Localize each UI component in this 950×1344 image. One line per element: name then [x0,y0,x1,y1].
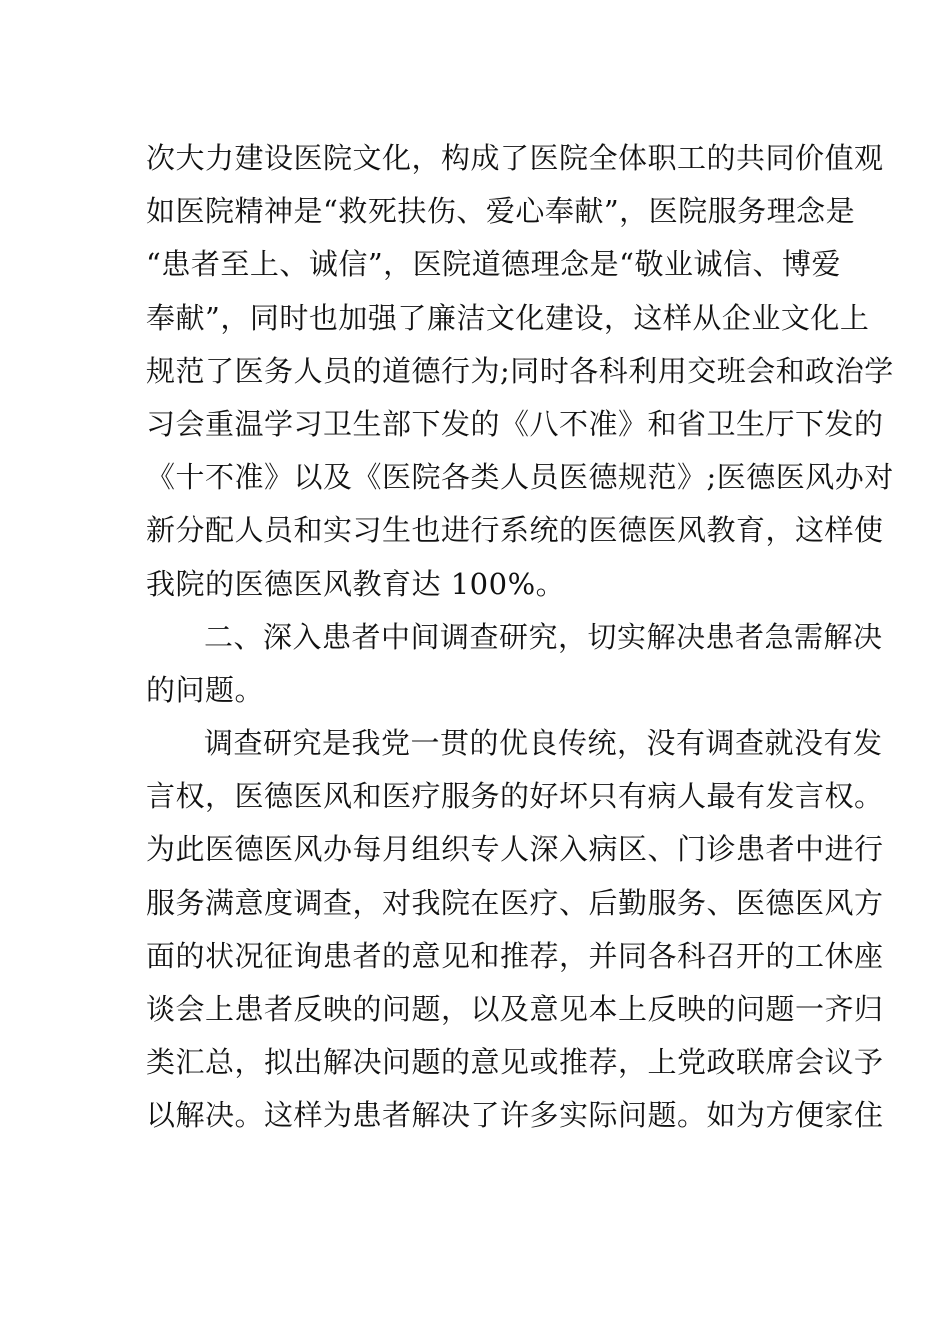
text-line: 调查研究是我党一贯的优良传统，没有调查就没有发 [204,726,883,761]
text-line: 如医院精神是“救死扶伤、爱心奉献”，医院服务理念是 [146,194,856,229]
text-line: 我院的医德医风教育达 100%。 [146,566,566,601]
text-line: 规范了医务人员的道德行为;同时各科利用交班会和政治学 [146,353,894,388]
text-line: 谈会上患者反映的问题，以及意见本上反映的问题一齐归 [146,992,884,1026]
text-line: 面的状况征询患者的意见和推荐，并同各科召开的工休座 [146,938,884,973]
text-line: “患者至上、诚信”，医院道德理念是“敬业诚信、博爱 [146,247,841,282]
text-line: 类汇总，拟出解决问题的意见或推荐，上党政联席会议予 [146,1045,884,1080]
text-line: 服务满意度调查，对我院在医疗、后勤服务、医德医风方 [146,885,884,920]
text-line: 以解决。这样为患者解决了许多实际问题。如为方便家住 [146,1098,884,1133]
text-line: 习会重温学习卫生部下发的《八不准》和省卫生厅下发的 [146,406,884,441]
text-line: 为此医德医风办每月组织专人深入病区、门诊患者中进行 [146,832,884,867]
section-heading-line: 二、深入患者中间调查研究，切实解决患者急需解决 [204,619,883,654]
section-heading-line: 的问题。 [146,672,265,707]
text-line: 《十不准》以及《医院各类人员医德规范》;医德医风办对 [146,460,894,495]
text-line: 次大力建设医院文化，构成了医院全体职工的共同价值观 [146,141,884,175]
text-line: 新分配人员和实习生也进行系统的医德医风教育，这样使 [146,513,884,548]
text-line: 奉献”，同时也加强了廉洁文化建设，这样从企业文化上 [146,300,870,335]
text-line: 言权，医德医风和医疗服务的好坏只有病人最有发言权。 [146,779,884,814]
body-text [146,132,894,1143]
